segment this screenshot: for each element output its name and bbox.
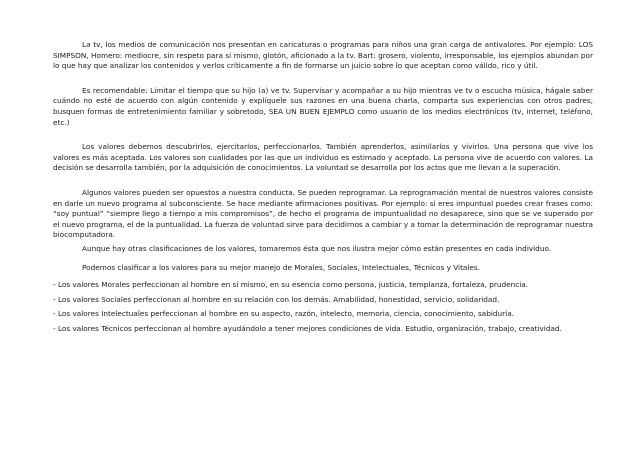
document-page bbox=[53, 40, 593, 334]
paragraph-recommendations: Es recomendable: Limitar el tiempo que su hijo (a) ve tv. Supervisar y acompañar a su hijo mientras ve tv o escucha música, hágale saber cuándo no esté de acuerdo con algún contenido y explíquele sus razones en una buena charla, comparta sus experiencias con otros padres, busquen formas de entretenimiento familiar y sobretodo, SEA UN BUEN EJEMPLO como usuario de los medios electrónicos (tv, internet, teléfono, etc.) bbox=[53, 85, 593, 127]
list-item-moral-values: - Los valores Morales perfeccionan al hombre en sí mismo, en su esencia como persona, justicia, templanza, fortaleza, prudencia. bbox=[53, 280, 529, 290]
paragraph-classifications: Aunque hay otras clasificaciones de los valores, tomaremos ésta que nos ilustra mejor cómo están presentes en cada individuo. bbox=[82, 243, 552, 253]
paragraph-classify-values: Podemos clasificar a los valores para su mejor manejo de Morales, Sociales, Intelectuales, Técnicos y Vitales. bbox=[82, 262, 481, 272]
paragraph-discover-values: Los valores debemos descubrirlos, ejercitarlos, perfeccionarlos. También aprenderlos, asimilarlos y vivirlos. Una persona que vive los valores es más aceptada. Los valores son cualidades por las que un individuo es estimado y aceptado. La persona vive de acuerdo con valores. La decisión se desarrolla también, por la adquisición de conocimientos. La voluntad se desarrolla por los actos que me llevan a la superación. bbox=[53, 142, 593, 173]
list-item-social-values: - Los valores Sociales perfeccionan al hombre en su relación con los demás. Amabilidad, honestidad, servicio, solidaridad. bbox=[53, 294, 500, 304]
paragraph-tv-antivalues: La tv, los medios de comunicación nos presentan en caricaturas o programas para niños una gran carga de antivalores. Por ejemplo: LOS SIMPSON, Homero: mediocre, sin respeto para sí mismo, glotón, aficionado a la tv. Bart: grosero, violento, irresponsable, los ejemplos abundan por lo que hay que analizar los contenidos y verlos críticamente a fin de formarse un juicio sobre lo que aceptan como válido, rico y útil. bbox=[53, 40, 593, 71]
paragraph-reprogramming: Algunos valores pueden ser opuestos a nuestra conducta. Se pueden reprogramar. La reprogramación mental de nuestros valores consiste en darle un nuevo programa al subconsciente. Se hace mediante afirmaciones positivas. Por ejemplo: si eres impuntual puedes crear frases como: “soy puntual” “siempre llego a tiempo a mis compromisos”, de hecho el programa de impuntualidad no desaparece, sino que se ve superado por el nuevo programa, el de la puntualidad. La fuerza de voluntad sirve para decidirnos a cambiar y a tomar la determinación de reprogramar nuestra biocomputadora. bbox=[53, 187, 593, 240]
list-item-intellectual-values: - Los valores Intelectuales perfeccionan al hombre en su aspecto, razón, intelecto, memoria, ciencia, conocimiento, sabiduría. bbox=[53, 309, 514, 319]
list-item-technical-values: - Los valores Técnicos perfeccionan al hombre ayudándolo a tener mejores condiciones de vida. Estudio, organización, trabajo, creatividad. bbox=[53, 323, 562, 333]
